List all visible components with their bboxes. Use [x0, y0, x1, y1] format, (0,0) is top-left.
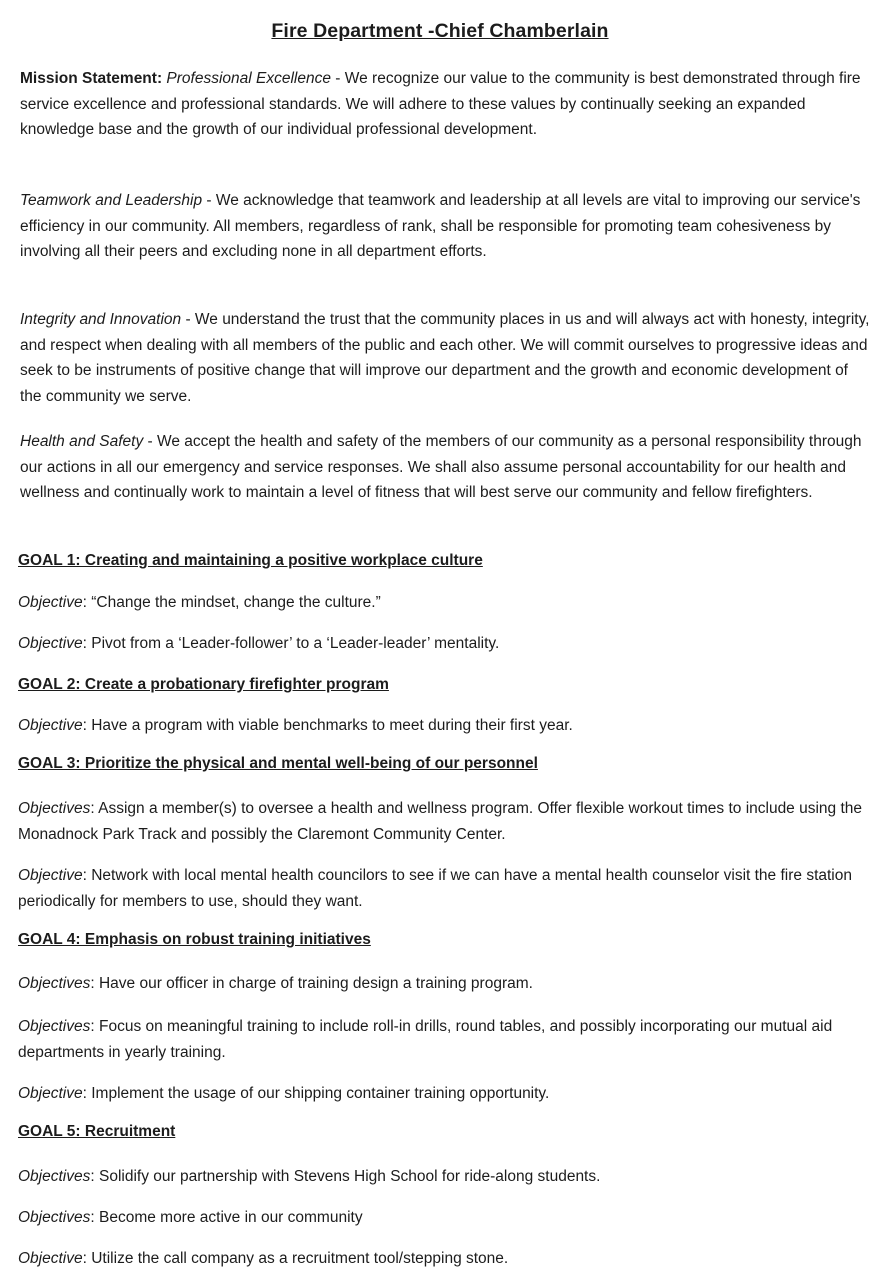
section-heading: Health and Safety [20, 433, 144, 450]
goal-5-objective-1 [18, 1164, 870, 1190]
objective-text: : Pivot from a ‘Leader-follower’ to a ‘Leader-leader’ mentality. [82, 635, 500, 652]
goal-4-objective-1 [18, 971, 870, 997]
mission-integrity-innovation [20, 307, 872, 409]
section-text: - We accept the health and safety of the members of our community as a personal responsibility through our actions in all our emergency and service responses. We shall also assume personal accountability for our health and wellness and continually work to maintain a level of fitness that will best serve our community and fellow firefighters. [20, 433, 862, 501]
objective-label: Objectives [18, 1018, 91, 1035]
goal-5-objective-3 [18, 1246, 870, 1272]
section-heading: Professional Excellence [166, 70, 331, 87]
objective-label: Objective [18, 1085, 83, 1102]
page-title: Fire Department -Chief Chamberlain [271, 20, 609, 42]
objective-text: : “Change the mindset, change the culture.” [82, 594, 381, 611]
objective-label: Objective [18, 635, 83, 652]
goal-2-heading: GOAL 2: Create a probationary firefighter program [18, 676, 389, 693]
mission-professional-excellence [20, 66, 872, 143]
objective-label: Objectives [18, 975, 91, 992]
objective-text: : Solidify our partnership with Stevens High School for ride-along students. [90, 1168, 601, 1185]
mission-label: Mission Statement: [20, 70, 163, 87]
objective-text: : Focus on meaningful training to include roll-in drills, round tables, and possibly incorporating our mutual aid departments in yearly training. [18, 1018, 833, 1061]
section-heading: Teamwork and Leadership [20, 192, 203, 209]
mission-health-safety [20, 429, 872, 506]
goal-4-objective-3 [18, 1081, 870, 1107]
goal-3-objective-2 [18, 863, 870, 914]
objective-text: : Have a program with viable benchmarks to meet during their first year. [82, 717, 573, 734]
section-text: - We understand the trust that the community places in us and will always act with honesty, integrity, and respect when dealing with all members of the public and each other. We will commit ourselves to progressive ideas and seek to be instruments of positive change that will improve our department and the growth and economic development of the community we serve. [20, 311, 870, 405]
goal-5-heading: GOAL 5: Recruitment [18, 1123, 176, 1140]
objective-label: Objective [18, 717, 83, 734]
mission-teamwork-leadership [20, 188, 872, 265]
objective-text: : Implement the usage of our shipping container training opportunity. [82, 1085, 550, 1102]
objective-label: Objectives [18, 1209, 91, 1226]
objective-text: : Network with local mental health councilors to see if we can have a mental health counselor visit the fire station periodically for members to use, should they want. [18, 867, 852, 910]
goal-1-objective-2 [18, 631, 870, 657]
objective-label: Objectives [18, 1168, 91, 1185]
objective-text: : Become more active in our community [90, 1209, 363, 1226]
goal-3-objective-1 [18, 796, 870, 847]
objective-label: Objective [18, 594, 83, 611]
goal-1-heading: GOAL 1: Creating and maintaining a positive workplace culture [18, 552, 483, 569]
objective-label: Objectives [18, 800, 91, 817]
goal-1-objective-1 [18, 590, 870, 616]
objective-label: Objective [18, 867, 83, 884]
objective-text: : Have our officer in charge of training design a training program. [90, 975, 533, 992]
section-text: - We acknowledge that teamwork and leadership at all levels are vital to improving our service's efficiency in our community. All members, regardless of rank, shall be responsible for promoting team cohesiveness by involving all their peers and excluding none in all department efforts. [20, 192, 861, 260]
section-heading: Integrity and Innovation [20, 311, 182, 328]
goal-4-heading: GOAL 4: Emphasis on robust training initiatives [18, 931, 371, 948]
goal-5-objective-2 [18, 1205, 870, 1231]
goal-2-objective-1 [18, 713, 870, 739]
goal-3-heading: GOAL 3: Prioritize the physical and mental well-being of our personnel [18, 755, 538, 772]
goal-4-objective-2 [18, 1014, 870, 1065]
objective-text: : Assign a member(s) to oversee a health and wellness program. Offer flexible workout times to include using the Monadnock Park Track and possibly the Claremont Community Center. [18, 800, 863, 843]
objective-label: Objective [18, 1250, 83, 1267]
objective-text: : Utilize the call company as a recruitment tool/stepping stone. [82, 1250, 509, 1267]
section-text: - We recognize our value to the community is best demonstrated through fire service excellence and professional standards. We will adhere to these values by continually seeking an expanded knowledge base and the growth of our individual professional development. [20, 70, 861, 138]
